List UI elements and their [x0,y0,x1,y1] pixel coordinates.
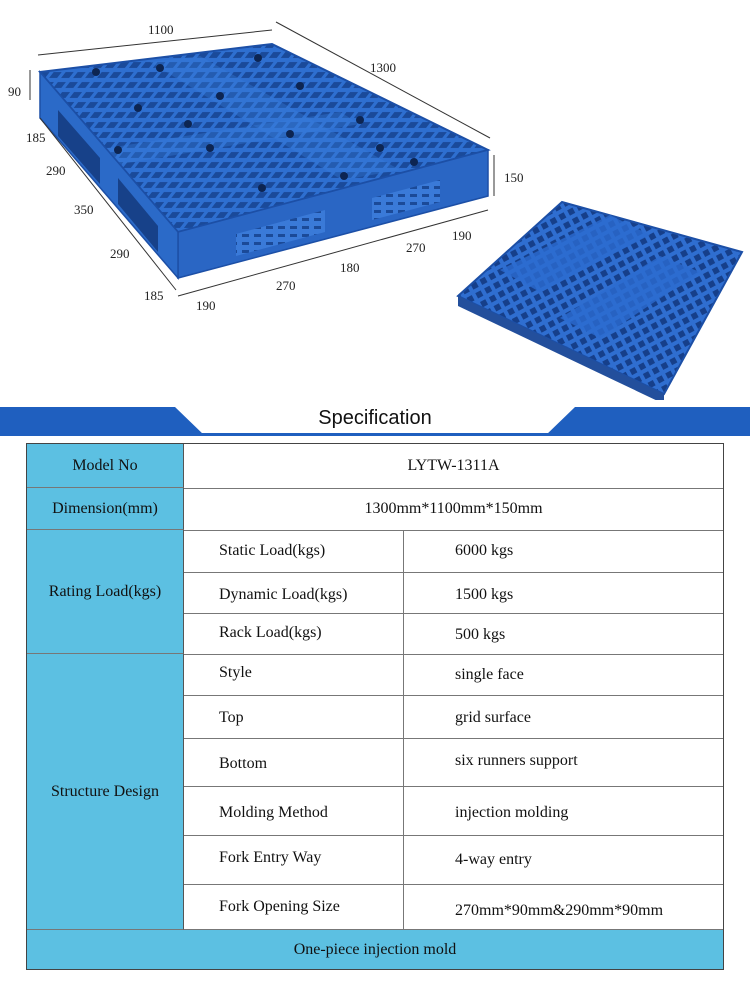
structure-value-style: single face [455,658,705,692]
dim-bottom-180: 180 [340,260,360,275]
structure-name-top: Top [219,701,399,735]
dim-1100: 1100 [148,22,174,37]
divider [184,613,723,614]
dimension-label: Dimension(mm) [27,488,184,530]
spec-title: Specification [318,407,432,429]
structure-name-bottom: Bottom [219,747,399,781]
divider [184,572,723,573]
pallet-illustration [0,0,750,400]
divider [184,738,723,739]
rating-label: Rating Load(kgs) [27,530,184,654]
dim-bottom-270-b: 270 [406,240,426,255]
structure-name-fork-entry: Fork Entry Way [219,841,399,875]
spec-footer: One-piece injection mold [27,930,723,969]
structure-value-fork-entry: 4-way entry [455,843,705,877]
structure-label: Structure Design [27,654,184,930]
model-value: LYTW-1311A [184,444,723,488]
dim-left-185-a: 185 [26,130,46,145]
structure-name-style: Style [219,656,399,690]
dim-bottom-190-a: 190 [196,298,216,313]
divider [184,488,723,489]
rating-value-dynamic: 1500 kgs [455,580,705,610]
model-label: Model No [27,444,184,488]
divider [184,884,723,885]
rating-value-static: 6000 kgs [455,536,705,566]
divider [184,929,723,930]
dim-1300: 1300 [370,60,396,75]
dim-left-290-a: 290 [46,163,66,178]
dim-left-290-b: 290 [110,246,130,261]
dim-left-185-b: 185 [144,288,164,303]
rating-name-dynamic: Dynamic Load(kgs) [219,580,399,610]
column-divider [403,530,404,930]
rating-name-rack: Rack Load(kgs) [219,618,399,648]
dim-90: 90 [8,84,21,99]
spec-table [26,443,724,970]
structure-name-molding: Molding Method [219,796,399,830]
dim-left-350: 350 [74,202,94,217]
divider [184,695,723,696]
dim-150: 150 [504,170,524,185]
structure-value-bottom: six runners support [455,744,705,778]
divider [184,530,723,531]
dim-bottom-190-b: 190 [452,228,472,243]
dim-bottom-270-a: 270 [276,278,296,293]
divider [184,654,723,655]
rating-value-rack: 500 kgs [455,620,705,650]
bottom-view-pallet [458,202,742,400]
structure-value-top: grid surface [455,701,705,735]
structure-value-molding: injection molding [455,796,705,830]
structure-value-fork-size: 270mm*90mm&290mm*90mm [455,894,715,928]
divider [184,835,723,836]
dimension-value: 1300mm*1100mm*150mm [184,488,723,530]
structure-name-fork-size: Fork Opening Size [219,890,399,924]
divider [184,786,723,787]
rating-name-static: Static Load(kgs) [219,536,399,566]
